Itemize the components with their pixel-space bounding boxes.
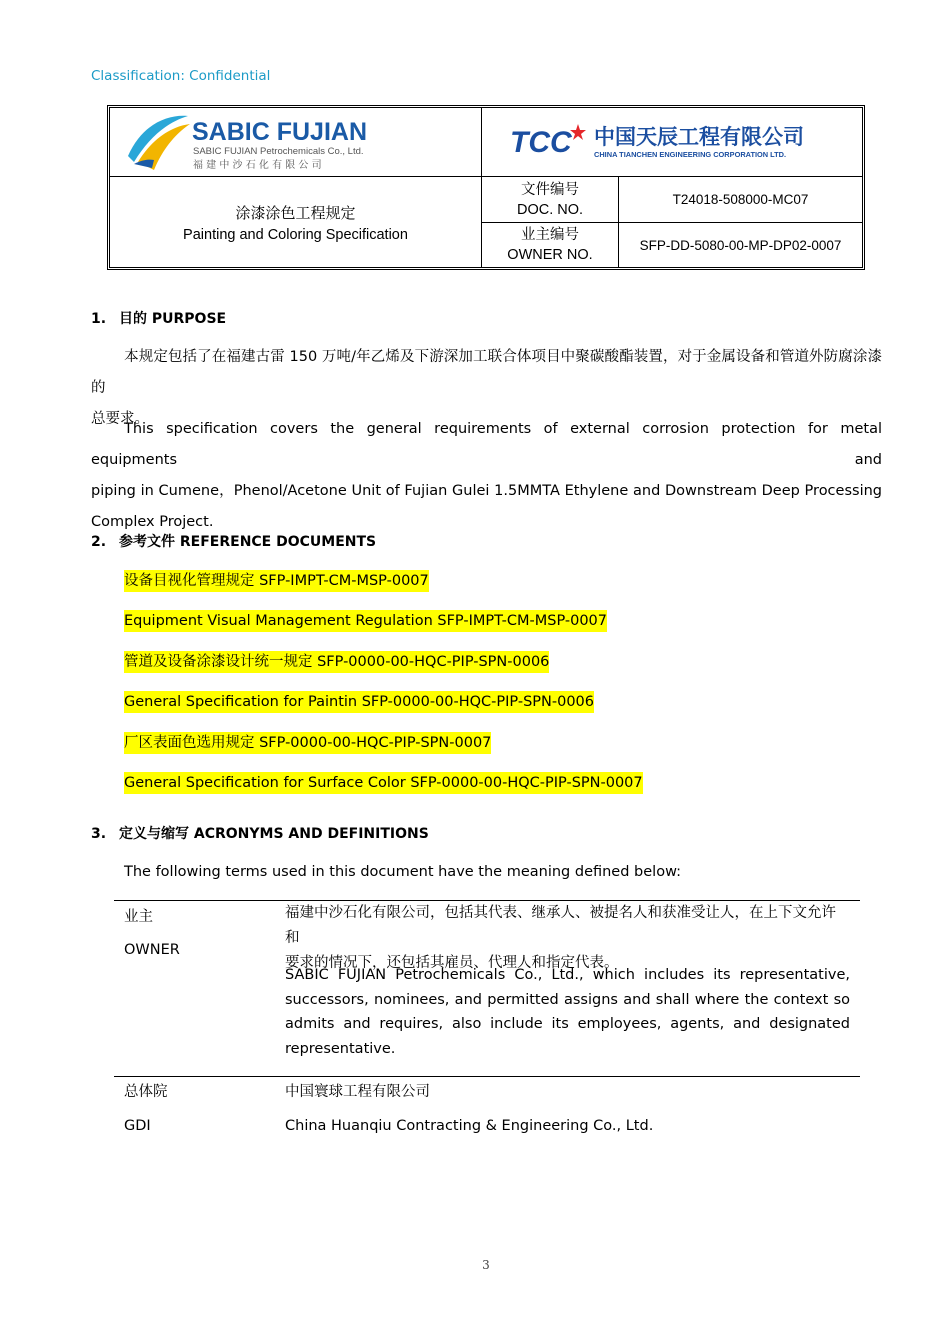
svg-text:福 建 中 沙 石 化 有 限 公 司: 福 建 中 沙 石 化 有 限 公 司	[193, 160, 322, 171]
definition-desc-cn: 中国寰球工程有限公司	[285, 1084, 430, 1100]
sabic-fujian-logo	[124, 112, 424, 174]
reference-item: General Specification for Surface Color SFP-0000-00-HQC-PIP-SPN-0007	[124, 772, 643, 794]
doc-no-value-cell	[619, 177, 862, 222]
document-title-en: Painting and Coloring Specification	[183, 226, 408, 243]
definition-term-en: OWNER	[124, 942, 180, 958]
doc-no-label-cell	[482, 177, 618, 222]
definition-term-en: GDI	[124, 1118, 151, 1134]
owner-no-label-cn: 业主编号	[521, 227, 579, 243]
section-heading-references: 2. 参考文件 REFERENCE DOCUMENTS	[91, 534, 377, 550]
reference-item: 设备目视化管理规定 SFP-IMPT-CM-MSP-0007	[124, 570, 429, 592]
section-heading-definitions: 3. 定义与缩写 ACRONYMS AND DEFINITIONS	[91, 826, 429, 842]
reference-item: General Specification for Paintin SFP-0000-00-HQC-PIP-SPN-0006	[124, 691, 594, 713]
document-title-cn: 涂漆涂色工程规定	[235, 203, 356, 222]
definition-desc-cn: 福建中沙石化有限公司，包括其代表、继承人、被提名人和获准受让人，在上下文允许和 要求的情况下，还包括其雇员、代理人和指定代表。	[285, 905, 836, 971]
definitions-intro: The following terms used in this document have the meaning defined below:	[124, 864, 682, 880]
definition-term-cn: 总体院	[124, 1084, 168, 1100]
owner-no-value: SFP-DD-5080-00-MP-DP02-0007	[639, 237, 842, 253]
page-number: 3	[482, 1258, 490, 1272]
section-heading-purpose: 1. 目的 PURPOSE	[91, 311, 227, 327]
definition-desc-en: China Huanqiu Contracting & Engineering Co., Ltd.	[285, 1118, 654, 1134]
owner-no-value-cell	[619, 223, 862, 267]
reference-item: Equipment Visual Management Regulation SFP-IMPT-CM-MSP-0007	[124, 610, 607, 632]
tcc-logo	[508, 120, 838, 164]
reference-item: 厂区表面色选用规定 SFP-0000-00-HQC-PIP-SPN-0007	[124, 732, 491, 754]
owner-no-label-cell	[482, 223, 618, 267]
purpose-paragraph-cn: 本规定包括了在福建古雷 150 万吨/年乙烯及下游深加工联合体项目中聚碳酸酯装置，对于金属设备和管道外防腐涂漆的 总要求。	[91, 349, 882, 427]
reference-item: 管道及设备涂漆设计统一规定 SFP-0000-00-HQC-PIP-SPN-0006	[124, 651, 549, 673]
svg-text:TCC: TCC	[510, 126, 572, 159]
document-title-cell	[110, 177, 481, 267]
owner-no-label-en: OWNER NO.	[507, 247, 593, 263]
doc-no-label-cn: 文件编号	[521, 181, 579, 198]
purpose-paragraph-en: This specification covers the general requirements of external corrosion protection for metal equipments and piping in Cumene，Phenol/Acetone Unit of Fujian Gulei 1.5MMTA Ethylene and Downstream Deep Processing Complex Project.	[91, 421, 882, 530]
classification-label: Classification: Confidential	[91, 68, 271, 84]
svg-text:SABIC FUJIAN: SABIC FUJIAN	[192, 118, 368, 146]
svg-text:SABIC FUJIAN Petrochemicals Co: SABIC FUJIAN Petrochemicals Co., Ltd.	[193, 146, 364, 157]
doc-no-value: T24018-508000-MC07	[672, 192, 809, 207]
doc-no-label-en: DOC. NO.	[516, 201, 584, 218]
definition-desc-en: SABIC FUJIAN Petrochemicals Co., Ltd., which includes its representative, successors, nominees, and permitted assigns and shall where the context so admits and requires, also include its employees, agents, and designated representative.	[285, 967, 850, 1057]
svg-text:CHINA TIANCHEN ENGINEERING COR: CHINA TIANCHEN ENGINEERING CORPORATION LTD.	[594, 150, 787, 159]
document-header-table	[107, 105, 865, 270]
definition-term-cn: 业主	[124, 909, 153, 925]
svg-text:中国天辰工程有限公司: 中国天辰工程有限公司	[594, 125, 804, 149]
